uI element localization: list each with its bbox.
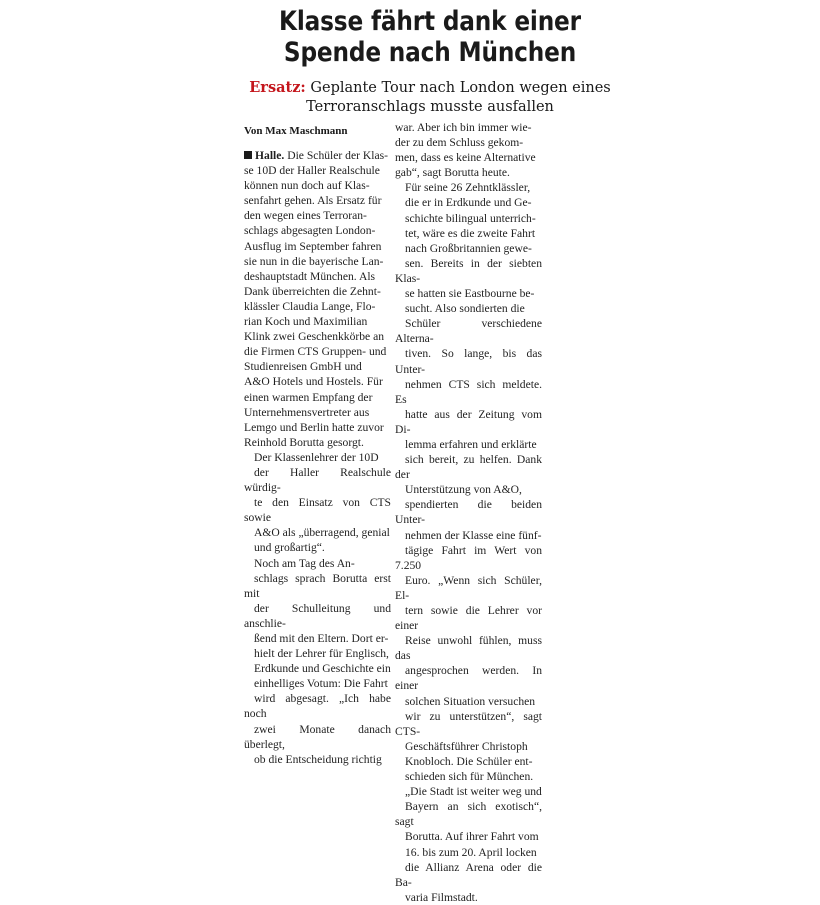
- article-line: der Schulleitung und anschlie-: [244, 601, 391, 630]
- article-line: Unterstützung von A&O,: [405, 483, 522, 497]
- article-line: Dank überreichten die Zehnt-: [244, 284, 381, 298]
- article-line: Reinhold Borutta gesorgt.: [244, 435, 364, 449]
- paragraph-marker-square-icon: [244, 151, 252, 159]
- article-line: se 10D der Haller Realschule: [244, 164, 380, 178]
- article-paragraph: [244, 148, 391, 450]
- article-line: nehmen der Klasse eine fünf-: [405, 528, 542, 542]
- article-line: zwei Monate danach überlegt,: [244, 722, 391, 751]
- article-column-left: [244, 148, 391, 767]
- article-line: die Allianz Arena oder die Ba-: [395, 860, 542, 889]
- article-line: sucht. Also sondierten die: [405, 302, 525, 316]
- article-line: A&O als „überragend, genial: [254, 526, 390, 540]
- headline: [232, 6, 628, 68]
- subheadline-line-1: Geplante Tour nach London wegen eines: [310, 80, 611, 96]
- subheadline: [210, 78, 650, 117]
- article-line: tägige Fahrt im Wert von 7.250: [395, 543, 542, 572]
- article-line: rian Koch und Maximilian: [244, 315, 368, 329]
- article-paragraph: [244, 450, 391, 556]
- headline-line-1: Klasse fährt dank einer: [279, 6, 581, 37]
- byline: Von Max Maschmann: [244, 125, 348, 137]
- article-line: Borutta. Auf ihrer Fahrt vom: [405, 830, 539, 844]
- article-line: varia Filmstadt.: [405, 890, 478, 904]
- article-line: senfahrt gehen. Als Ersatz für: [244, 194, 382, 208]
- article-line: „Die Stadt ist weiter weg und: [405, 785, 542, 799]
- article-column-right: [395, 120, 542, 905]
- article-line: schieden sich für München.: [405, 770, 534, 784]
- article-line: spendierten die beiden Unter-: [395, 498, 542, 527]
- article-lead-line: [244, 148, 391, 163]
- article-line: te den Einsatz von CTS sowie: [244, 496, 391, 525]
- article-line: einhelliges Votum: Die Fahrt: [254, 677, 388, 691]
- article-line: klässler Claudia Lange, Flo-: [244, 299, 376, 313]
- article-line: Euro. „Wenn sich Schüler, El-: [395, 573, 542, 602]
- article-line: gab“, sagt Borutta heute.: [395, 166, 510, 180]
- article-line: ßend mit den Eltern. Dort er-: [254, 632, 389, 645]
- article-line: Lemgo und Berlin hatte zuvor: [244, 420, 384, 434]
- article-line: tern sowie die Lehrer vor einer: [395, 604, 542, 633]
- article-line: solchen Situation versuchen: [405, 694, 536, 708]
- article-line: sich bereit, zu helfen. Dank der: [395, 453, 542, 482]
- article-paragraph: [395, 180, 542, 905]
- article-line: angesprochen werden. In einer: [395, 664, 542, 693]
- article-line: sie nun in die bayerische Lan-: [244, 254, 384, 268]
- article-line: A&O Hotels und Hostels. Für: [244, 375, 383, 389]
- article-line: Ausflug im September fahren: [244, 239, 382, 253]
- article-line: Erdkunde und Geschichte ein: [254, 662, 391, 676]
- article-line: 16. bis zum 20. April locken: [405, 845, 537, 859]
- article-line: war. Aber ich bin immer wie-: [395, 121, 532, 134]
- article-line: einen warmen Empfang der: [244, 390, 373, 404]
- article-line: den wegen eines Terroran-: [244, 209, 367, 223]
- subheadline-line-2: Terroranschlags musste ausfallen: [306, 99, 554, 115]
- article-line: können nun doch auf Klas-: [244, 179, 370, 193]
- article-line: sen. Bereits in der siebten Klas-: [395, 256, 542, 285]
- article-line: nehmen CTS sich meldete. Es: [395, 377, 542, 406]
- article-paragraph: [244, 556, 391, 767]
- article-line: die Firmen CTS Gruppen- und: [244, 345, 387, 359]
- article-line: Studienreisen GmbH und: [244, 360, 362, 374]
- article-line: und großartig“.: [254, 541, 325, 555]
- article-line: Die Schüler der Klas-: [284, 149, 388, 162]
- article-line: Geschäftsführer Christoph: [405, 739, 528, 753]
- article-line: hatte aus der Zeitung vom Di-: [395, 407, 542, 436]
- article-line: Der Klassenlehrer der 10D: [254, 450, 379, 464]
- article-line: hielt der Lehrer für Englisch,: [254, 647, 389, 661]
- article-line: Knobloch. Die Schüler ent-: [405, 754, 533, 768]
- article-line: die er in Erdkunde und Ge-: [405, 196, 532, 210]
- article-paragraph: [395, 120, 542, 180]
- article-line: Schüler verschiedene Alterna-: [395, 317, 542, 346]
- article-line: der Haller Realschule würdig-: [244, 465, 391, 495]
- article-line: Für seine 26 Zehntklässler,: [405, 181, 531, 195]
- article-line: schlags sprach Borutta erst mit: [244, 571, 391, 600]
- article-line: schlags abgesagten London-: [244, 224, 376, 238]
- article-line: wir zu unterstützen“, sagt CTS-: [395, 709, 542, 738]
- article-line: wird abgesagt. „Ich habe noch: [244, 692, 391, 721]
- article-line: Unternehmensvertreter aus: [244, 405, 370, 419]
- article-line: Noch am Tag des An-: [254, 556, 355, 570]
- article-line: nach Großbritannien gewe-: [405, 241, 532, 255]
- article-line: der zu dem Schluss gekom-: [395, 136, 524, 150]
- article-line: schichte bilingual unterrich-: [405, 211, 536, 225]
- dateline-place: Halle.: [255, 149, 285, 162]
- headline-line-2: Spende nach München: [283, 37, 577, 68]
- article-line: tiven. So lange, bis das Unter-: [395, 347, 542, 376]
- article-line: Bayern an sich exotisch“, sagt: [395, 800, 542, 829]
- article-line: Reise unwohl fühlen, muss das: [395, 634, 542, 663]
- article-line: men, dass es keine Alternative: [395, 151, 536, 165]
- article-line: deshauptstadt München. Als: [244, 269, 376, 283]
- article-line: ob die Entscheidung richtig: [254, 752, 382, 766]
- article-line: se hatten sie Eastbourne be-: [405, 287, 535, 301]
- article-line: tet, wäre es die zweite Fahrt: [405, 226, 536, 240]
- article-line: Klink zwei Geschenkkörbe an: [244, 330, 385, 344]
- article-line: lemma erfahren und erklärte: [405, 437, 537, 451]
- subheadline-kicker: Ersatz:: [249, 79, 306, 96]
